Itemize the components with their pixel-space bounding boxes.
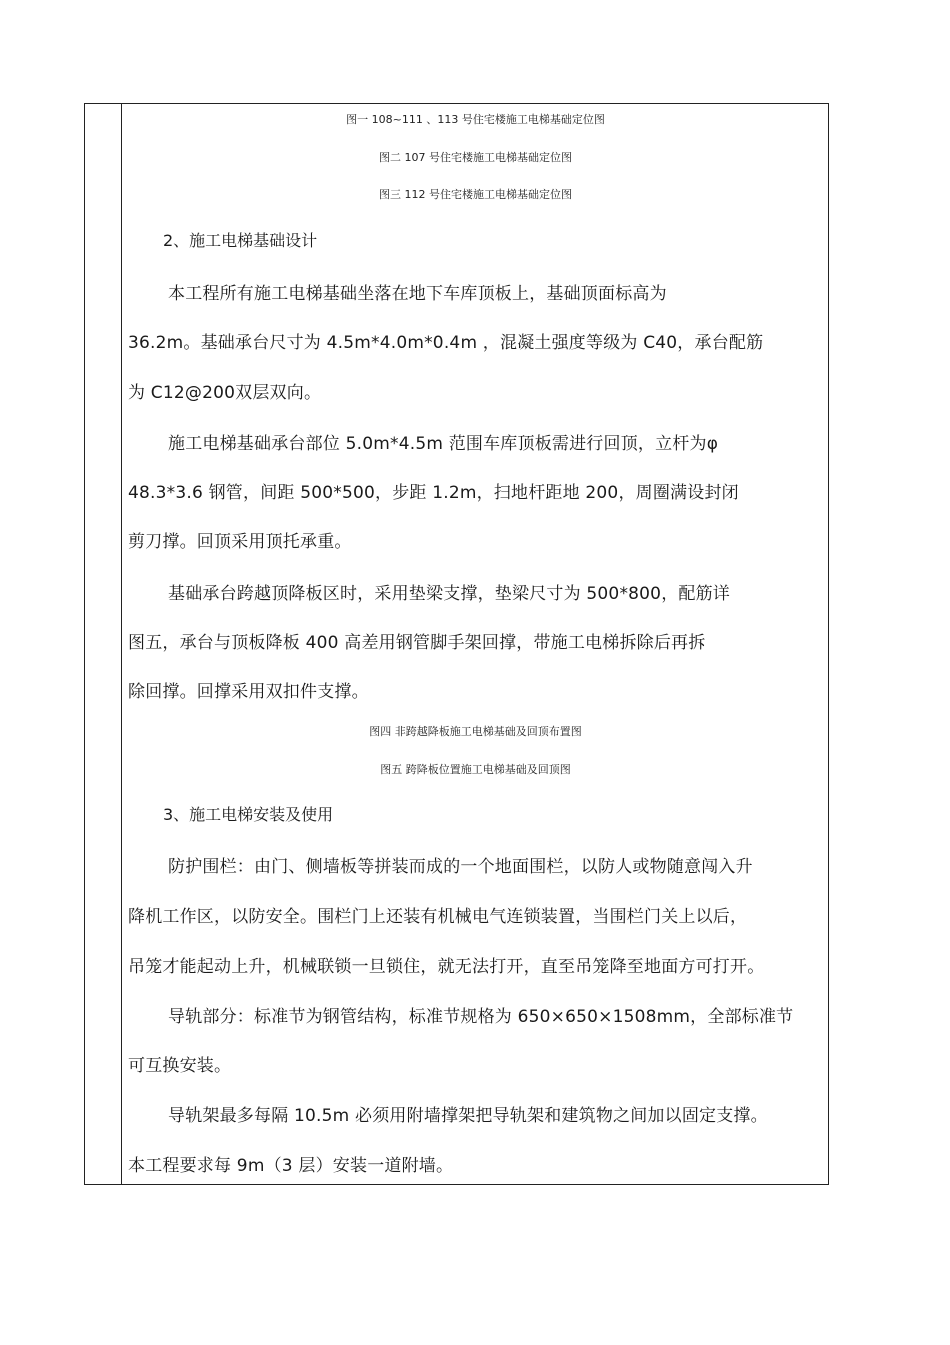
section-heading-2: 2、施工电梯基础设计 bbox=[163, 231, 318, 250]
paragraph-line: 导轨部分：标准节为钢管结构，标准节规格为 650×650×1508mm，全部标准节 bbox=[168, 1007, 794, 1027]
paragraph-line: 可互换安装。 bbox=[128, 1056, 232, 1076]
figure-caption-5: 图五 跨降板位置施工电梯基础及回顶图 bbox=[380, 763, 571, 776]
paragraph-line: 施工电梯基础承台部位 5.0m*4.5m 范围车库顶板需进行回顶，立杆为φ bbox=[168, 434, 719, 454]
paragraph-line: 图五，承台与顶板降板 400 高差用钢管脚手架回撑，带施工电梯拆除后再拆 bbox=[128, 633, 706, 653]
paragraph-line: 防护围栏：由门、侧墙板等拼装而成的一个地面围栏，以防人或物随意闯入升 bbox=[168, 857, 753, 877]
paragraph-line: 除回撑。回撑采用双扣件支撑。 bbox=[128, 682, 369, 702]
figure-caption-1: 图一 108~111 、113 号住宅楼施工电梯基础定位图 bbox=[346, 113, 605, 126]
paragraph-line: 本工程所有施工电梯基础坐落在地下车库顶板上，基础顶面标高为 bbox=[168, 284, 667, 304]
section-heading-3: 3、施工电梯安装及使用 bbox=[163, 805, 334, 824]
figure-caption-4: 图四 非跨越降板施工电梯基础及回顶布置图 bbox=[369, 725, 582, 738]
paragraph-line: 48.3*3.6 钢管，间距 500*500，步距 1.2m，扫地杆距地 200，周圈满设封闭 bbox=[128, 483, 739, 503]
figure-caption-3: 图三 112 号住宅楼施工电梯基础定位图 bbox=[379, 188, 572, 201]
paragraph-line: 吊笼才能起动上升，机械联锁一旦锁住，就无法打开，直至吊笼降至地面方可打开。 bbox=[128, 957, 765, 977]
figure-caption-2: 图二 107 号住宅楼施工电梯基础定位图 bbox=[379, 151, 572, 164]
paragraph-line: 剪刀撑。回顶采用顶托承重。 bbox=[128, 532, 352, 552]
paragraph-line: 降机工作区，以防安全。围栏门上还装有机械电气连锁装置，当围栏门关上以后， bbox=[128, 907, 748, 927]
paragraph-line: 为 C12@200双层双向。 bbox=[128, 383, 322, 403]
paragraph-line: 导轨架最多每隔 10.5m 必须用附墙撑架把导轨架和建筑物之间加以固定支撑。 bbox=[168, 1106, 768, 1126]
column-divider bbox=[121, 103, 122, 1185]
paragraph-line: 36.2m。基础承台尺寸为 4.5m*4.0m*0.4m ，混凝土强度等级为 C40，承台配筋 bbox=[128, 333, 764, 353]
paragraph-line: 基础承台跨越顶降板区时，采用垫梁支撑，垫梁尺寸为 500*800，配筋详 bbox=[168, 584, 730, 604]
paragraph-line: 本工程要求每 9m（3 层）安装一道附墙。 bbox=[128, 1156, 454, 1176]
